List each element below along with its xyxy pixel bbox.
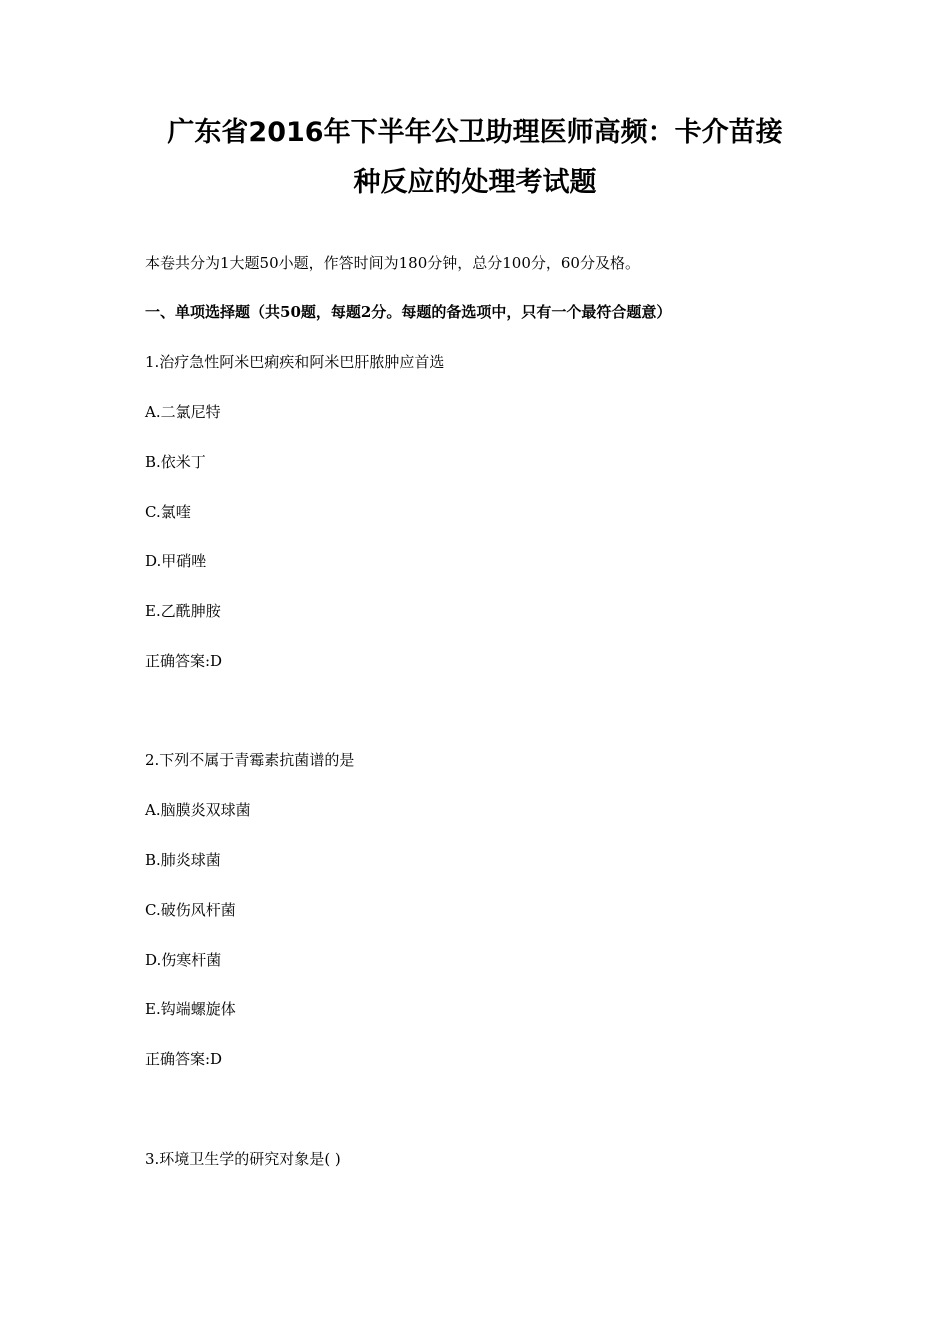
question-2-option-a: A.脑膜炎双球菌 bbox=[145, 801, 251, 819]
question-1-option-a: A.二氯尼特 bbox=[145, 403, 221, 421]
question-2-stem: 2.下列不属于青霉素抗菌谱的是 bbox=[145, 751, 355, 769]
exam-intro: 本卷共分为1大题50小题，作答时间为180分钟，总分100分，60分及格。 bbox=[145, 254, 640, 272]
document-title-line-1: 广东省2016年下半年公卫助理医师高频：卡介苗接 bbox=[167, 117, 783, 148]
question-1-option-c: C.氯喹 bbox=[145, 503, 191, 521]
question-1-stem: 1.治疗急性阿米巴痢疾和阿米巴肝脓肿应首选 bbox=[145, 353, 445, 371]
question-1-option-e: E.乙酰胂胺 bbox=[145, 602, 221, 620]
section-heading: 一、单项选择题（共50题，每题2分。每题的备选项中，只有一个最符合题意） bbox=[145, 303, 672, 321]
document-title-line-2: 种反应的处理考试题 bbox=[353, 167, 597, 198]
question-2-option-d: D.伤寒杆菌 bbox=[145, 951, 222, 969]
question-3-stem: 3.环境卫生学的研究对象是( ) bbox=[145, 1150, 341, 1168]
question-1-option-b: B.依米丁 bbox=[145, 453, 206, 471]
question-2-answer: 正确答案:D bbox=[145, 1050, 223, 1068]
question-1-answer: 正确答案:D bbox=[145, 652, 223, 670]
question-2-option-c: C.破伤风杆菌 bbox=[145, 901, 236, 919]
question-2-option-b: B.肺炎球菌 bbox=[145, 851, 221, 869]
question-2-option-e: E.钩端螺旋体 bbox=[145, 1000, 236, 1018]
question-1-option-d: D.甲硝唑 bbox=[145, 552, 207, 570]
